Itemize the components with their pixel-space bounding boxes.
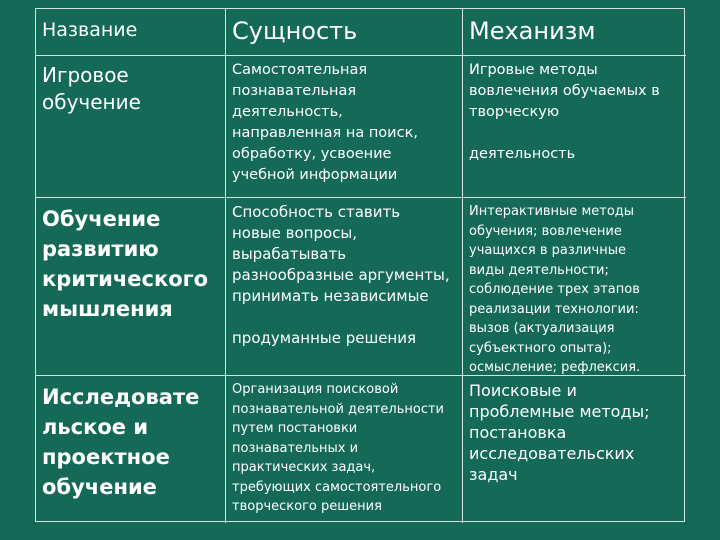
row-1-name: Игровое обучение (36, 56, 226, 198)
row-3-mechanism: Поисковые и проблемные методы; постановка исследовательских задач (469, 381, 650, 484)
header-mechanism: Механизм (463, 9, 686, 56)
row-2-name: Обучение развитию критического мышления (36, 198, 226, 376)
row-3-name: Исследовате льское и проектное обучение (36, 376, 226, 523)
methods-table (35, 8, 685, 522)
row-1-essence: Самостоятельная познавательная деятельность, направленная на поиск, обработку, усвоение учебной информации (226, 56, 463, 198)
row-2-mechanism: Интерактивные методы обучения; вовлечение учащихся в различные виды деятельности; соблюдение трех этапов реализации технологии: вызов (актуализация субъектного опыта); осмысление; рефлексия. (463, 198, 686, 376)
row-2-essence: Способность ставить новые вопросы, вырабатывать разнообразные аргументы, принимать независимые продуманные решения (226, 198, 463, 376)
row-3-essence: Организация поисковой познавательной деятельности путем постановки познавательных и практических задач, требующих самостоятельного творческого решения (226, 376, 463, 523)
header-name: Название (36, 9, 226, 56)
header-essence: Сущность (226, 9, 463, 56)
row-1-mechanism: Игровые методы вовлечения обучаемых в творческую деятельность (463, 56, 686, 198)
